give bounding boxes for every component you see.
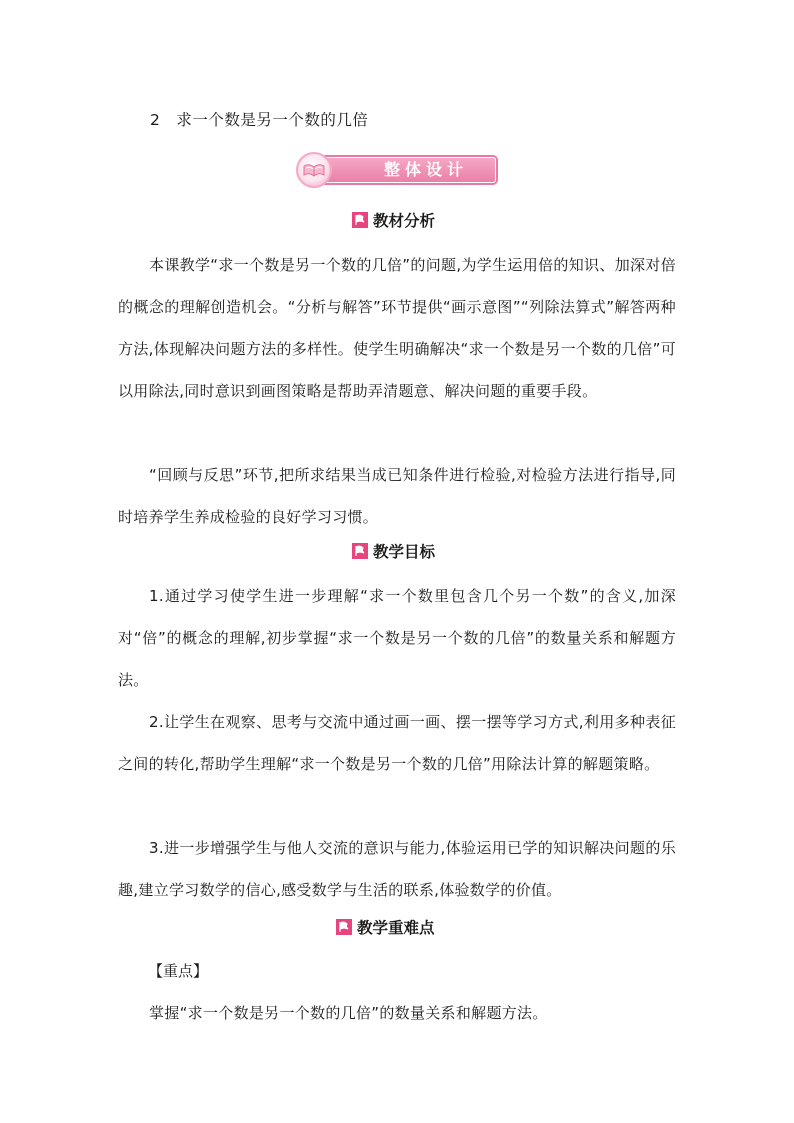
section-heading-key-points [336, 917, 435, 937]
section-heading-text: 教学目标 [373, 543, 436, 561]
goal-item-3: 3.进一步增强学生与他人交流的意识与能力,体验运用已学的知识解决问题的乐趣,建立学习数学的信心,感受数学与生活的联系,体验数学的价值。 [118, 839, 676, 899]
lesson-number: 2 [150, 111, 161, 129]
section-heading-analysis [352, 210, 435, 230]
key-point-text: 掌握“求一个数是另一个数的几倍”的数量关系和解题方法。 [149, 1004, 548, 1022]
lesson-title [150, 108, 368, 130]
section-heading-text: 教材分析 [373, 212, 436, 230]
open-book-icon [296, 152, 332, 188]
goal-item-2: 2.让学生在观察、思考与交流中通过画一画、摆一摆等学习方式,利用多种表征之间的转化,帮助学生理解“求一个数是另一个数的几倍”用除法计算的解题策略。 [118, 713, 676, 773]
section-heading-goals [352, 541, 435, 561]
goal-item-1: 1.通过学习使学生进一步理解“求一个数里包含几个另一个数”的含义,加深对“倍”的概念的理解,初步掌握“求一个数是另一个数的几倍”的数量关系和解题方法。 [118, 587, 676, 689]
banner-label: 整体设计 [383, 160, 468, 179]
flag-icon [352, 543, 368, 559]
lesson-title-text: 求一个数是另一个数的几倍 [176, 111, 369, 129]
key-point-label: 【重点】 [148, 962, 209, 980]
section-heading-text: 教学重难点 [357, 919, 435, 937]
analysis-paragraph-1: 本课教学“求一个数是另一个数的几倍”的问题,为学生运用倍的知识、加深对倍的概念的理解创造机会。“分析与解答”环节提供“画示意图”“列除法算式”解答两种方法,体现解决问题方法的多样性。使学生明确解决“求一个数是另一个数的几倍”可以用除法,同时意识到画图策略是帮助弄清题意、解决问题的重要手段。 [118, 256, 676, 400]
banner-bar [310, 157, 496, 183]
flag-icon [336, 919, 352, 935]
section-banner [296, 155, 498, 185]
flag-icon [352, 212, 368, 228]
analysis-paragraph-2: “回顾与反思”环节,把所求结果当成已知条件进行检验,对检验方法进行指导,同时培养学生养成检验的良好学习习惯。 [118, 466, 676, 526]
